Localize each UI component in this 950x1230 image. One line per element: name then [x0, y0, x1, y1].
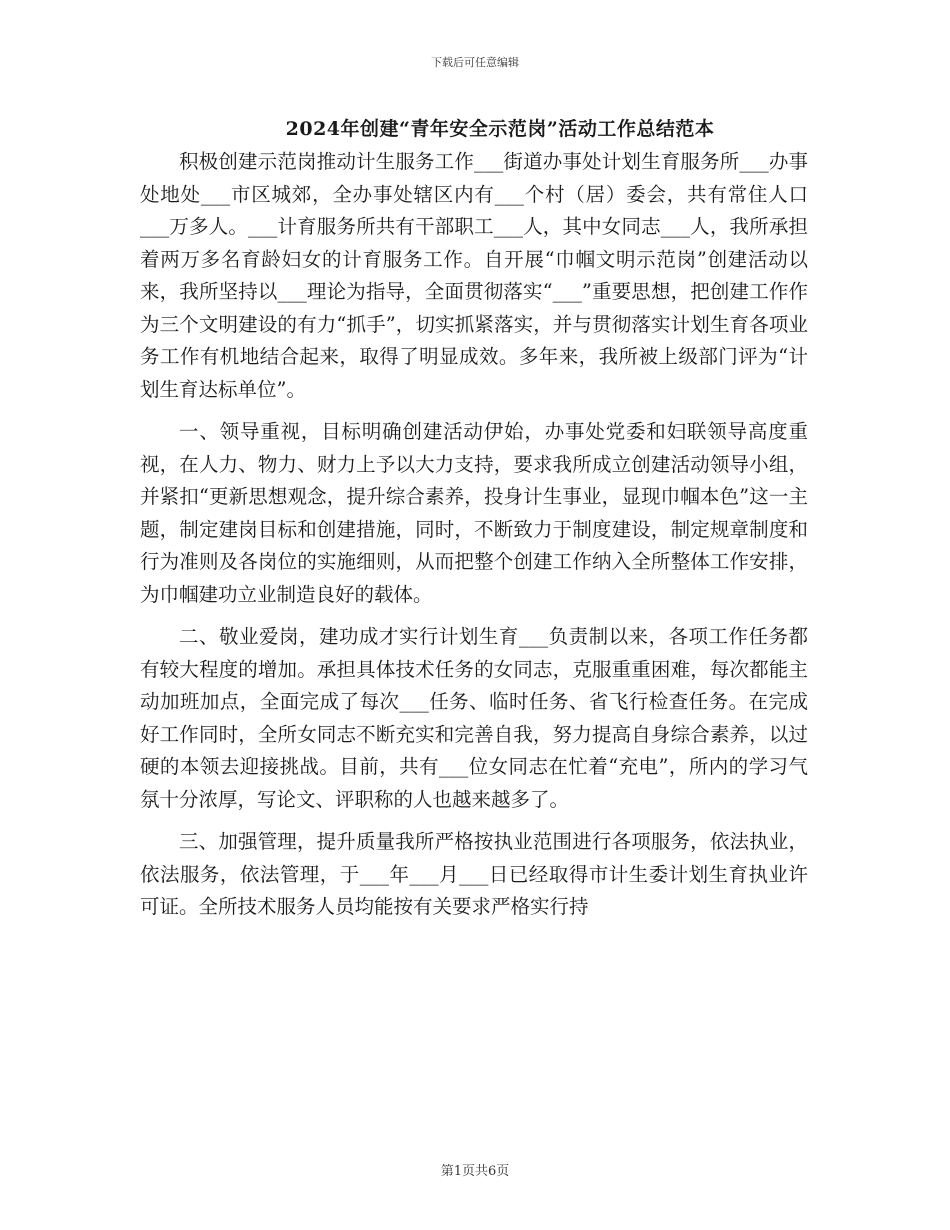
document-title: 2024年创建“青年安全示范岗”活动工作总结范本 — [285, 118, 715, 140]
paragraph-section-2: 二、敬业爱岗，建功成才实行计划生育___负责制以来，各项工作任务都有较大程度的增加。承担具体技术任务的女同志，克服重重困难，每次都能主动加班加点，全面完成了每次___任务、临时任务、省飞行检查任务。在完成好工作同时，全所女同志不断充实和完善自我，努力提高自身综合素养，以过硬的本领去迎接挑战。目前，共有___位女同志在忙着“充电”，所内的学习气氛十分浓厚，写论文、评职称的人也越来越多了。 — [140, 625, 808, 811]
paragraph-intro: 积极创建示范岗推动计生服务工作___街道办事处计划生育服务所___办事处地处___市区城郊，全办事处辖区内有___个村（居）委会，共有常住人口___万多人。___计育服务所共有干部职工___人，其中女同志___人，我所承担着两万多名育龄妇女的计育服务工作。自开展“巾帼文明示范岗”创建活动以来，我所坚持以___理论为指导，全面贯彻落实“___”重要思想，把创建工作作为三个文明建设的有力“抓手”，切实抓紧落实，并与贯彻落实计划生育各项业务工作有机地结合起来，取得了明显成效。多年来，我所被上级部门评为“计划生育达标单位”。 — [140, 150, 808, 401]
document-body — [140, 146, 808, 934]
page-number: 第1页共6页 — [440, 1164, 510, 1179]
header-note: 下载后可任意编辑 — [431, 56, 519, 69]
paragraph-section-1: 一、领导重视，目标明确创建活动伊始，办事处党委和妇联领导高度重视，在人力、物力、财力上予以大力支持，要求我所成立创建活动领导小组，并紧扣“更新思想观念，提升综合素养，投身计生事业，显现巾帼本色”这一主题，制定建岗目标和创建措施，同时，不断致力于制度建设，制定规章制度和行为准则及各岗位的实施细则，从而把整个创建工作纳入全所整体工作安排，为巾帼建功立业制造良好的载体。 — [140, 420, 808, 606]
paragraph-section-3: 三、加强管理，提升质量我所严格按执业范围进行各项服务，依法执业，依法服务，依法管理，于___年___月___日已经取得市计生委计划生育执业许可证。全所技术服务人员均能按有关要求严格实行持 — [140, 830, 808, 918]
